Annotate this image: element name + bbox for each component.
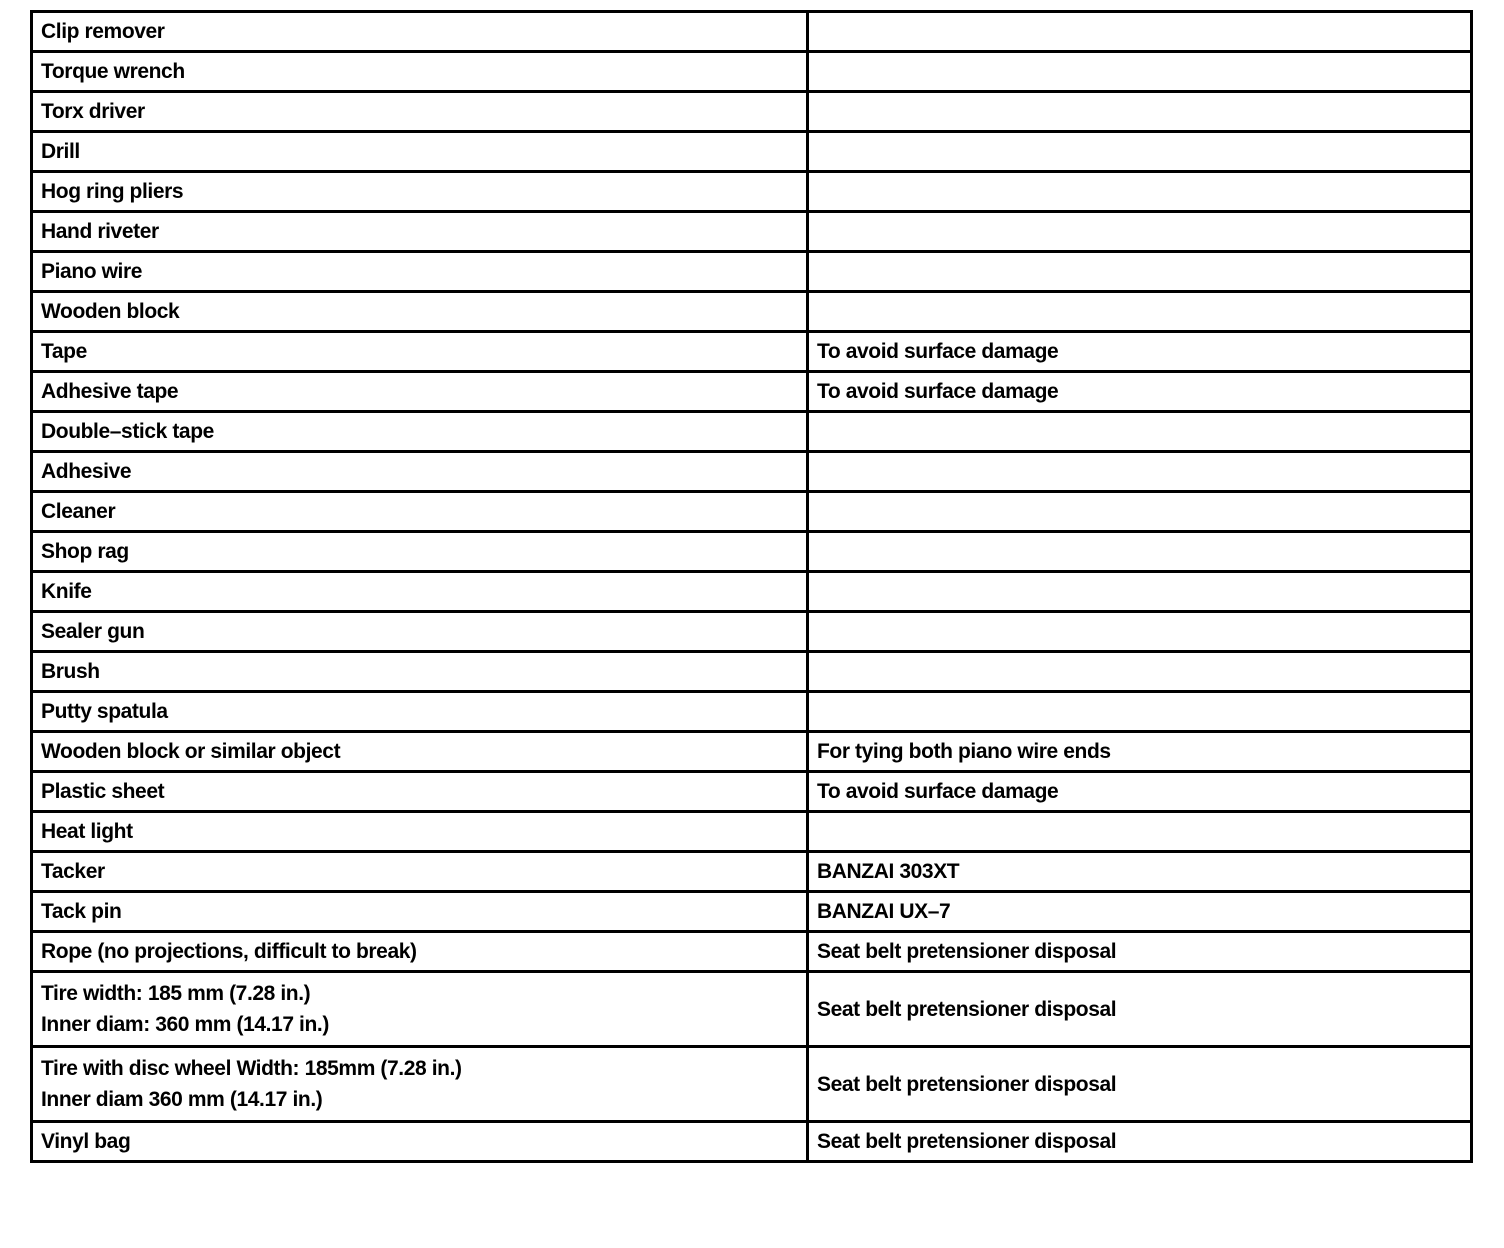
- tool-cell-line: Tire width: 185 mm (7.28 in.): [41, 982, 311, 1005]
- tool-cell: Wooden block: [32, 292, 808, 332]
- tool-cell: [32, 1047, 808, 1122]
- tool-cell-line: Tire with disc wheel Width: 185mm (7.28 in.): [41, 1057, 462, 1080]
- tool-cell: Hog ring pliers: [32, 172, 808, 212]
- tool-cell: Hand riveter: [32, 212, 808, 252]
- table-row: [32, 652, 1472, 692]
- note-cell: [808, 172, 1472, 212]
- note-cell: [808, 572, 1472, 612]
- note-cell: [808, 252, 1472, 292]
- table-row: [32, 572, 1472, 612]
- table-row: [32, 1047, 1472, 1122]
- tool-cell: Adhesive: [32, 452, 808, 492]
- table-row: [32, 692, 1472, 732]
- tool-cell: [32, 972, 808, 1047]
- tool-cell: Cleaner: [32, 492, 808, 532]
- tool-cell: Tacker: [32, 852, 808, 892]
- table-row: [32, 252, 1472, 292]
- table-row: [32, 612, 1472, 652]
- note-cell: [808, 692, 1472, 732]
- note-cell: To avoid surface damage: [808, 372, 1472, 412]
- note-cell: [808, 52, 1472, 92]
- note-cell: [808, 652, 1472, 692]
- table-row: [32, 1122, 1472, 1162]
- note-cell: BANZAI 303XT: [808, 852, 1472, 892]
- tool-cell: Tack pin: [32, 892, 808, 932]
- table-row: [32, 132, 1472, 172]
- tool-cell: Shop rag: [32, 532, 808, 572]
- table-row: [32, 852, 1472, 892]
- tool-cell: Torque wrench: [32, 52, 808, 92]
- table-row: [32, 932, 1472, 972]
- tool-cell: Sealer gun: [32, 612, 808, 652]
- table-row: [32, 52, 1472, 92]
- note-cell: Seat belt pretensioner disposal: [808, 1047, 1472, 1122]
- note-cell: [808, 812, 1472, 852]
- tool-cell: Tape: [32, 332, 808, 372]
- note-cell: [808, 92, 1472, 132]
- table-row: [32, 292, 1472, 332]
- table-row: [32, 532, 1472, 572]
- note-cell: Seat belt pretensioner disposal: [808, 972, 1472, 1047]
- note-cell: To avoid surface damage: [808, 772, 1472, 812]
- table-row: [32, 172, 1472, 212]
- note-cell: [808, 292, 1472, 332]
- tool-cell: Heat light: [32, 812, 808, 852]
- tool-cell: Plastic sheet: [32, 772, 808, 812]
- tools-table-sheet: [30, 10, 1468, 1163]
- table-row: [32, 452, 1472, 492]
- table-row: [32, 732, 1472, 772]
- tool-cell-line: Inner diam 360 mm (14.17 in.): [41, 1088, 323, 1111]
- tool-cell: Piano wire: [32, 252, 808, 292]
- table-row: [32, 412, 1472, 452]
- note-cell: [808, 132, 1472, 172]
- note-cell: [808, 12, 1472, 52]
- tool-cell: Torx driver: [32, 92, 808, 132]
- tool-cell: Wooden block or similar object: [32, 732, 808, 772]
- note-cell: [808, 212, 1472, 252]
- table-row: [32, 332, 1472, 372]
- tool-cell: Double–stick tape: [32, 412, 808, 452]
- tool-cell: Clip remover: [32, 12, 808, 52]
- tool-cell: Drill: [32, 132, 808, 172]
- table-row: [32, 892, 1472, 932]
- tool-cell-line: Inner diam: 360 mm (14.17 in.): [41, 1013, 329, 1036]
- tools-table: [30, 10, 1473, 1163]
- tool-cell: Vinyl bag: [32, 1122, 808, 1162]
- table-row: [32, 972, 1472, 1047]
- table-row: [32, 492, 1472, 532]
- table-row: [32, 812, 1472, 852]
- tool-cell: Brush: [32, 652, 808, 692]
- note-cell: [808, 612, 1472, 652]
- tool-cell: Adhesive tape: [32, 372, 808, 412]
- tool-cell: Rope (no projections, difficult to break): [32, 932, 808, 972]
- tool-cell: Putty spatula: [32, 692, 808, 732]
- note-cell: [808, 452, 1472, 492]
- note-cell: Seat belt pretensioner disposal: [808, 1122, 1472, 1162]
- note-cell: BANZAI UX–7: [808, 892, 1472, 932]
- note-cell: Seat belt pretensioner disposal: [808, 932, 1472, 972]
- note-cell: To avoid surface damage: [808, 332, 1472, 372]
- table-row: [32, 772, 1472, 812]
- note-cell: For tying both piano wire ends: [808, 732, 1472, 772]
- table-row: [32, 372, 1472, 412]
- table-row: [32, 212, 1472, 252]
- tool-cell: Knife: [32, 572, 808, 612]
- note-cell: [808, 412, 1472, 452]
- table-row: [32, 92, 1472, 132]
- table-row: [32, 12, 1472, 52]
- note-cell: [808, 532, 1472, 572]
- note-cell: [808, 492, 1472, 532]
